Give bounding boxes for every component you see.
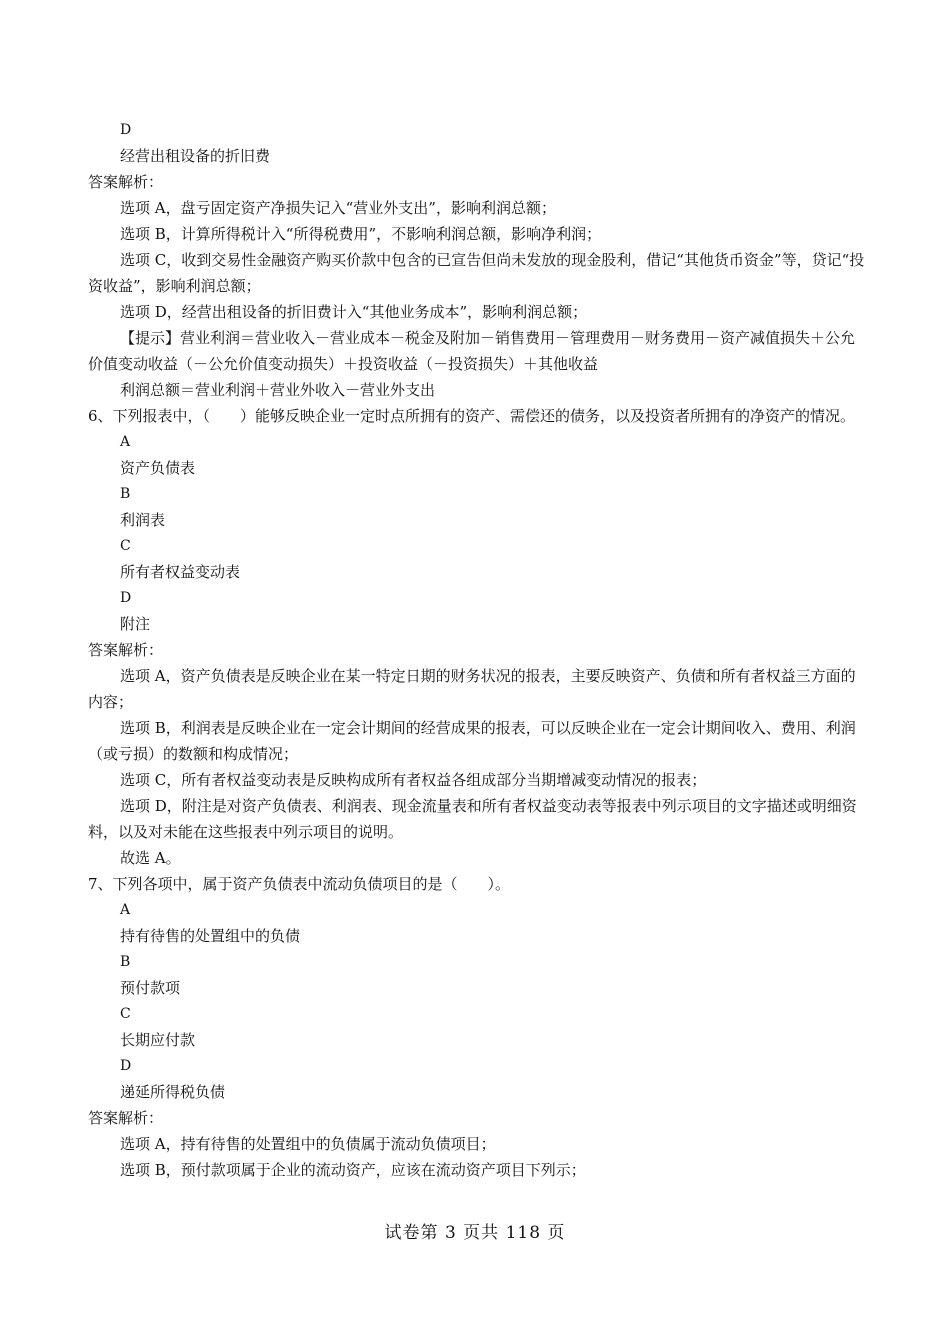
explanation-paragraph: 选项 A，资产负债表是反映企业在某一特定日期的财务状况的报表，主要反映资产、负债和所有者权益三方面的内容；: [88, 667, 856, 711]
page-footer: 试卷第 3 页共 118 页: [384, 1223, 566, 1243]
page-content: [88, 117, 866, 1183]
option-letter: D: [120, 122, 132, 138]
option-text: 附注: [120, 615, 151, 633]
option-text: 资产负债表: [120, 459, 196, 477]
explanation-paragraph: 选项 B，利润表是反映企业在一定会计期间的经营成果的报表，可以反映企业在一定会计期间收入、费用、利润（或亏损）的数额和构成情况；: [88, 719, 856, 763]
answer-heading: 答案解析：: [88, 173, 164, 191]
option-text: 递延所得税负债: [120, 1083, 226, 1101]
explanation-line: 选项 C，所有者权益变动表是反映构成所有者权益各组成部分当期增减变动情况的报表；: [120, 771, 707, 789]
explanation-line: 选项 D，经营出租设备的折旧费计入“其他业务成本”，影响利润总额；: [120, 303, 588, 321]
option-text: 长期应付款: [120, 1031, 196, 1049]
explanation-paragraph: 选项 C，收到交易性金融资产购买价款中包含的已宣告但尚未发放的现金股利，借记“其他货币资金”等，贷记“投资收益”，影响利润总额；: [88, 251, 865, 295]
option-letter: D: [120, 1058, 132, 1074]
option-text: 预付款项: [120, 979, 181, 997]
answer-heading: 答案解析：: [88, 641, 164, 659]
explanation-line: 选项 A，持有待售的处置组中的负债属于流动负债项目；: [120, 1135, 496, 1153]
option-letter: A: [120, 434, 131, 450]
question-7: 7、下列各项中，属于资产负债表中流动负债项目的是（ ）。: [88, 875, 511, 893]
option-letter: C: [120, 538, 131, 554]
formula-line: 利润总额＝营业利润＋营业外收入－营业外支出: [120, 381, 436, 399]
option-letter: B: [120, 486, 131, 502]
answer-line: 故选 A。: [120, 849, 181, 867]
option-letter: B: [120, 954, 131, 970]
hint-paragraph: 【提示】营业利润＝营业收入－营业成本－税金及附加－销售费用－管理费用－财务费用－资产减值损失＋公允价值变动收益（－公允价值变动损失）＋投资收益（－投资损失）＋其他收益: [88, 329, 856, 373]
explanation-line: 选项 A，盘亏固定资产净损失记入“营业外支出”，影响利润总额；: [120, 199, 556, 217]
explanation-paragraph: 选项 D，附注是对资产负债表、利润表、现金流量表和所有者权益变动表等报表中列示项目的文字描述或明细资料，以及对未能在这些报表中列示项目的说明。: [88, 797, 857, 841]
option-letter: A: [120, 902, 131, 918]
option-text: 持有待售的处置组中的负债: [120, 927, 301, 945]
explanation-line: 选项 B，预付款项属于企业的流动资产，应该在流动资产项目下列示；: [120, 1161, 586, 1179]
option-text: 所有者权益变动表: [120, 563, 241, 581]
question-6: 6、下列报表中，（ ）能够反映企业一定时点所拥有的资产、需偿还的债务，以及投资者所拥有的净资产的情况。: [88, 407, 856, 425]
explanation-line: 选项 B，计算所得税计入“所得税费用”，不影响利润总额，影响净利润；: [120, 225, 602, 243]
option-text: 经营出租设备的折旧费: [120, 147, 271, 165]
option-letter: D: [120, 590, 132, 606]
answer-heading: 答案解析：: [88, 1109, 164, 1127]
option-text: 利润表: [120, 511, 166, 529]
option-letter: C: [120, 1006, 131, 1022]
